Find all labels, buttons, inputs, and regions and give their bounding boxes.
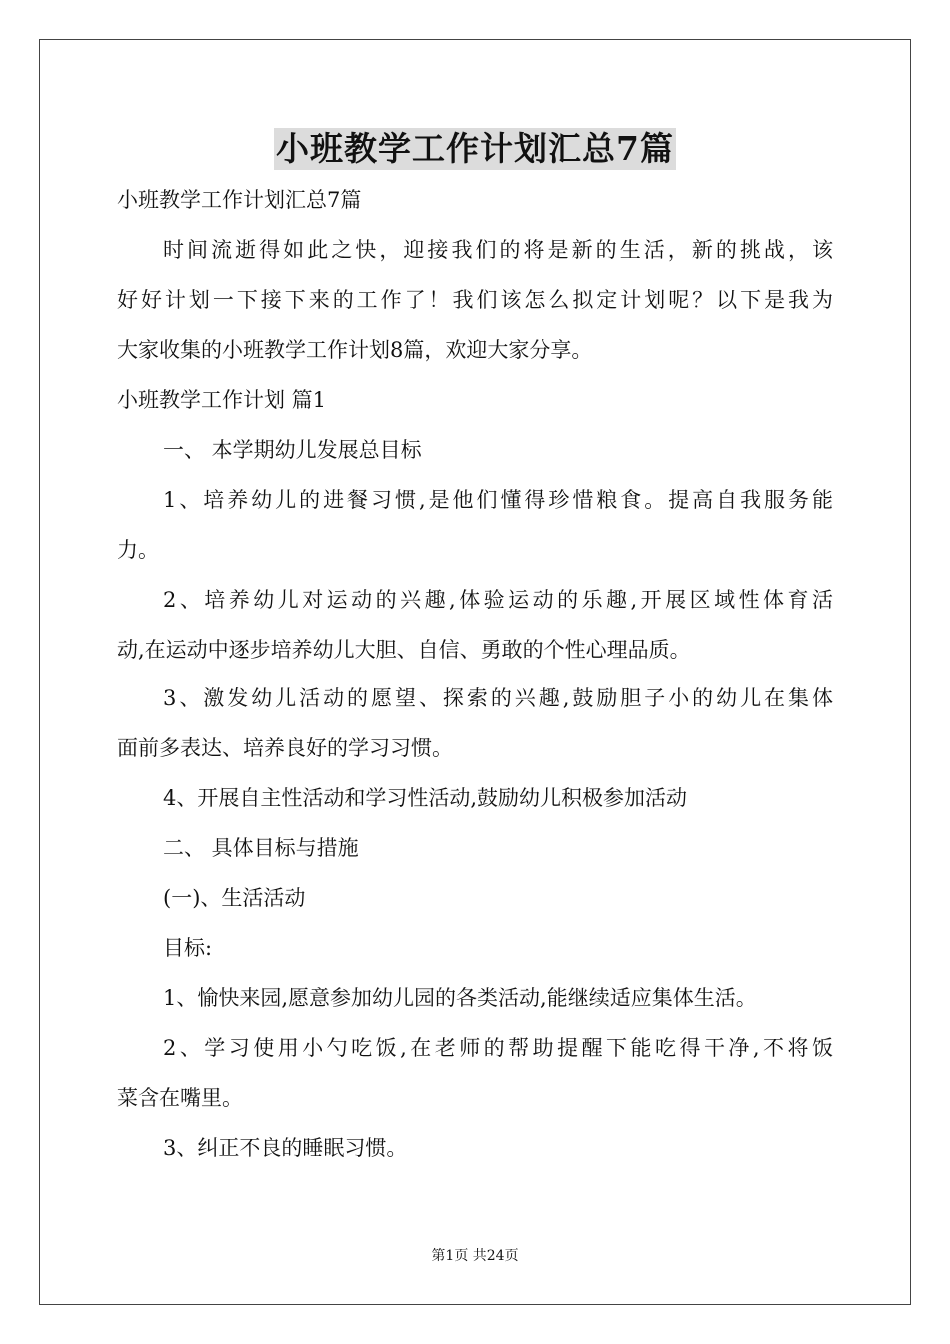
paragraph-line: 好好计划一下接下来的工作了！我们该怎么拟定计划呢？以下是我为 (117, 288, 833, 312)
document-title-wrap (0, 128, 950, 170)
paragraph-line: 菜含在嘴里。 (117, 1086, 243, 1110)
page-footer: 第1页 共24页 (431, 1248, 519, 1264)
paragraph-line: 时间流逝得如此之快，迎接我们的将是新的生活，新的挑战，该 (163, 238, 833, 262)
paragraph-line: 1、愉快来园,愿意参加幼儿园的各类活动,能继续适应集体生活。 (163, 986, 757, 1010)
paragraph-line: 力。 (117, 538, 159, 562)
paragraph-line: 4、开展自主性活动和学习性活动,鼓励幼儿积极参加活动 (163, 786, 688, 810)
paragraph-line: 动,在运动中逐步培养幼儿大胆、自信、勇敢的个性心理品质。 (117, 638, 691, 662)
paragraph-line: 2、学习使用小勺吃饭,在老师的帮助提醒下能吃得干净,不将饭 (163, 1036, 833, 1060)
paragraph-line: 3、纠正不良的睡眠习惯。 (163, 1136, 408, 1160)
subsection-heading: 二、 具体目标与措施 (163, 836, 359, 860)
paragraph-line: 2、培养幼儿对运动的兴趣,体验运动的乐趣,开展区域性体育活 (163, 588, 833, 612)
paragraph-line: 面前多表达、培养良好的学习习惯。 (117, 736, 453, 760)
section-heading: 小班教学工作计划 篇1 (117, 388, 327, 412)
subsection-heading: 一、 本学期幼儿发展总目标 (163, 438, 422, 462)
subtitle-line: 小班教学工作计划汇总7篇 (117, 188, 362, 212)
paragraph-line: 3、激发幼儿活动的愿望、探索的兴趣,鼓励胆子小的幼儿在集体 (163, 686, 833, 710)
document-title: 小班教学工作计划汇总7篇 (276, 129, 674, 168)
page-border (39, 39, 911, 1305)
subsection-heading: (一)、生活活动 (163, 886, 306, 910)
paragraph-line: 大家收集的小班教学工作计划8篇，欢迎大家分享。 (117, 338, 593, 362)
paragraph-line: 1、培养幼儿的进餐习惯,是他们懂得珍惜粮食。提高自我服务能 (163, 488, 833, 512)
label-line: 目标: (163, 936, 213, 960)
